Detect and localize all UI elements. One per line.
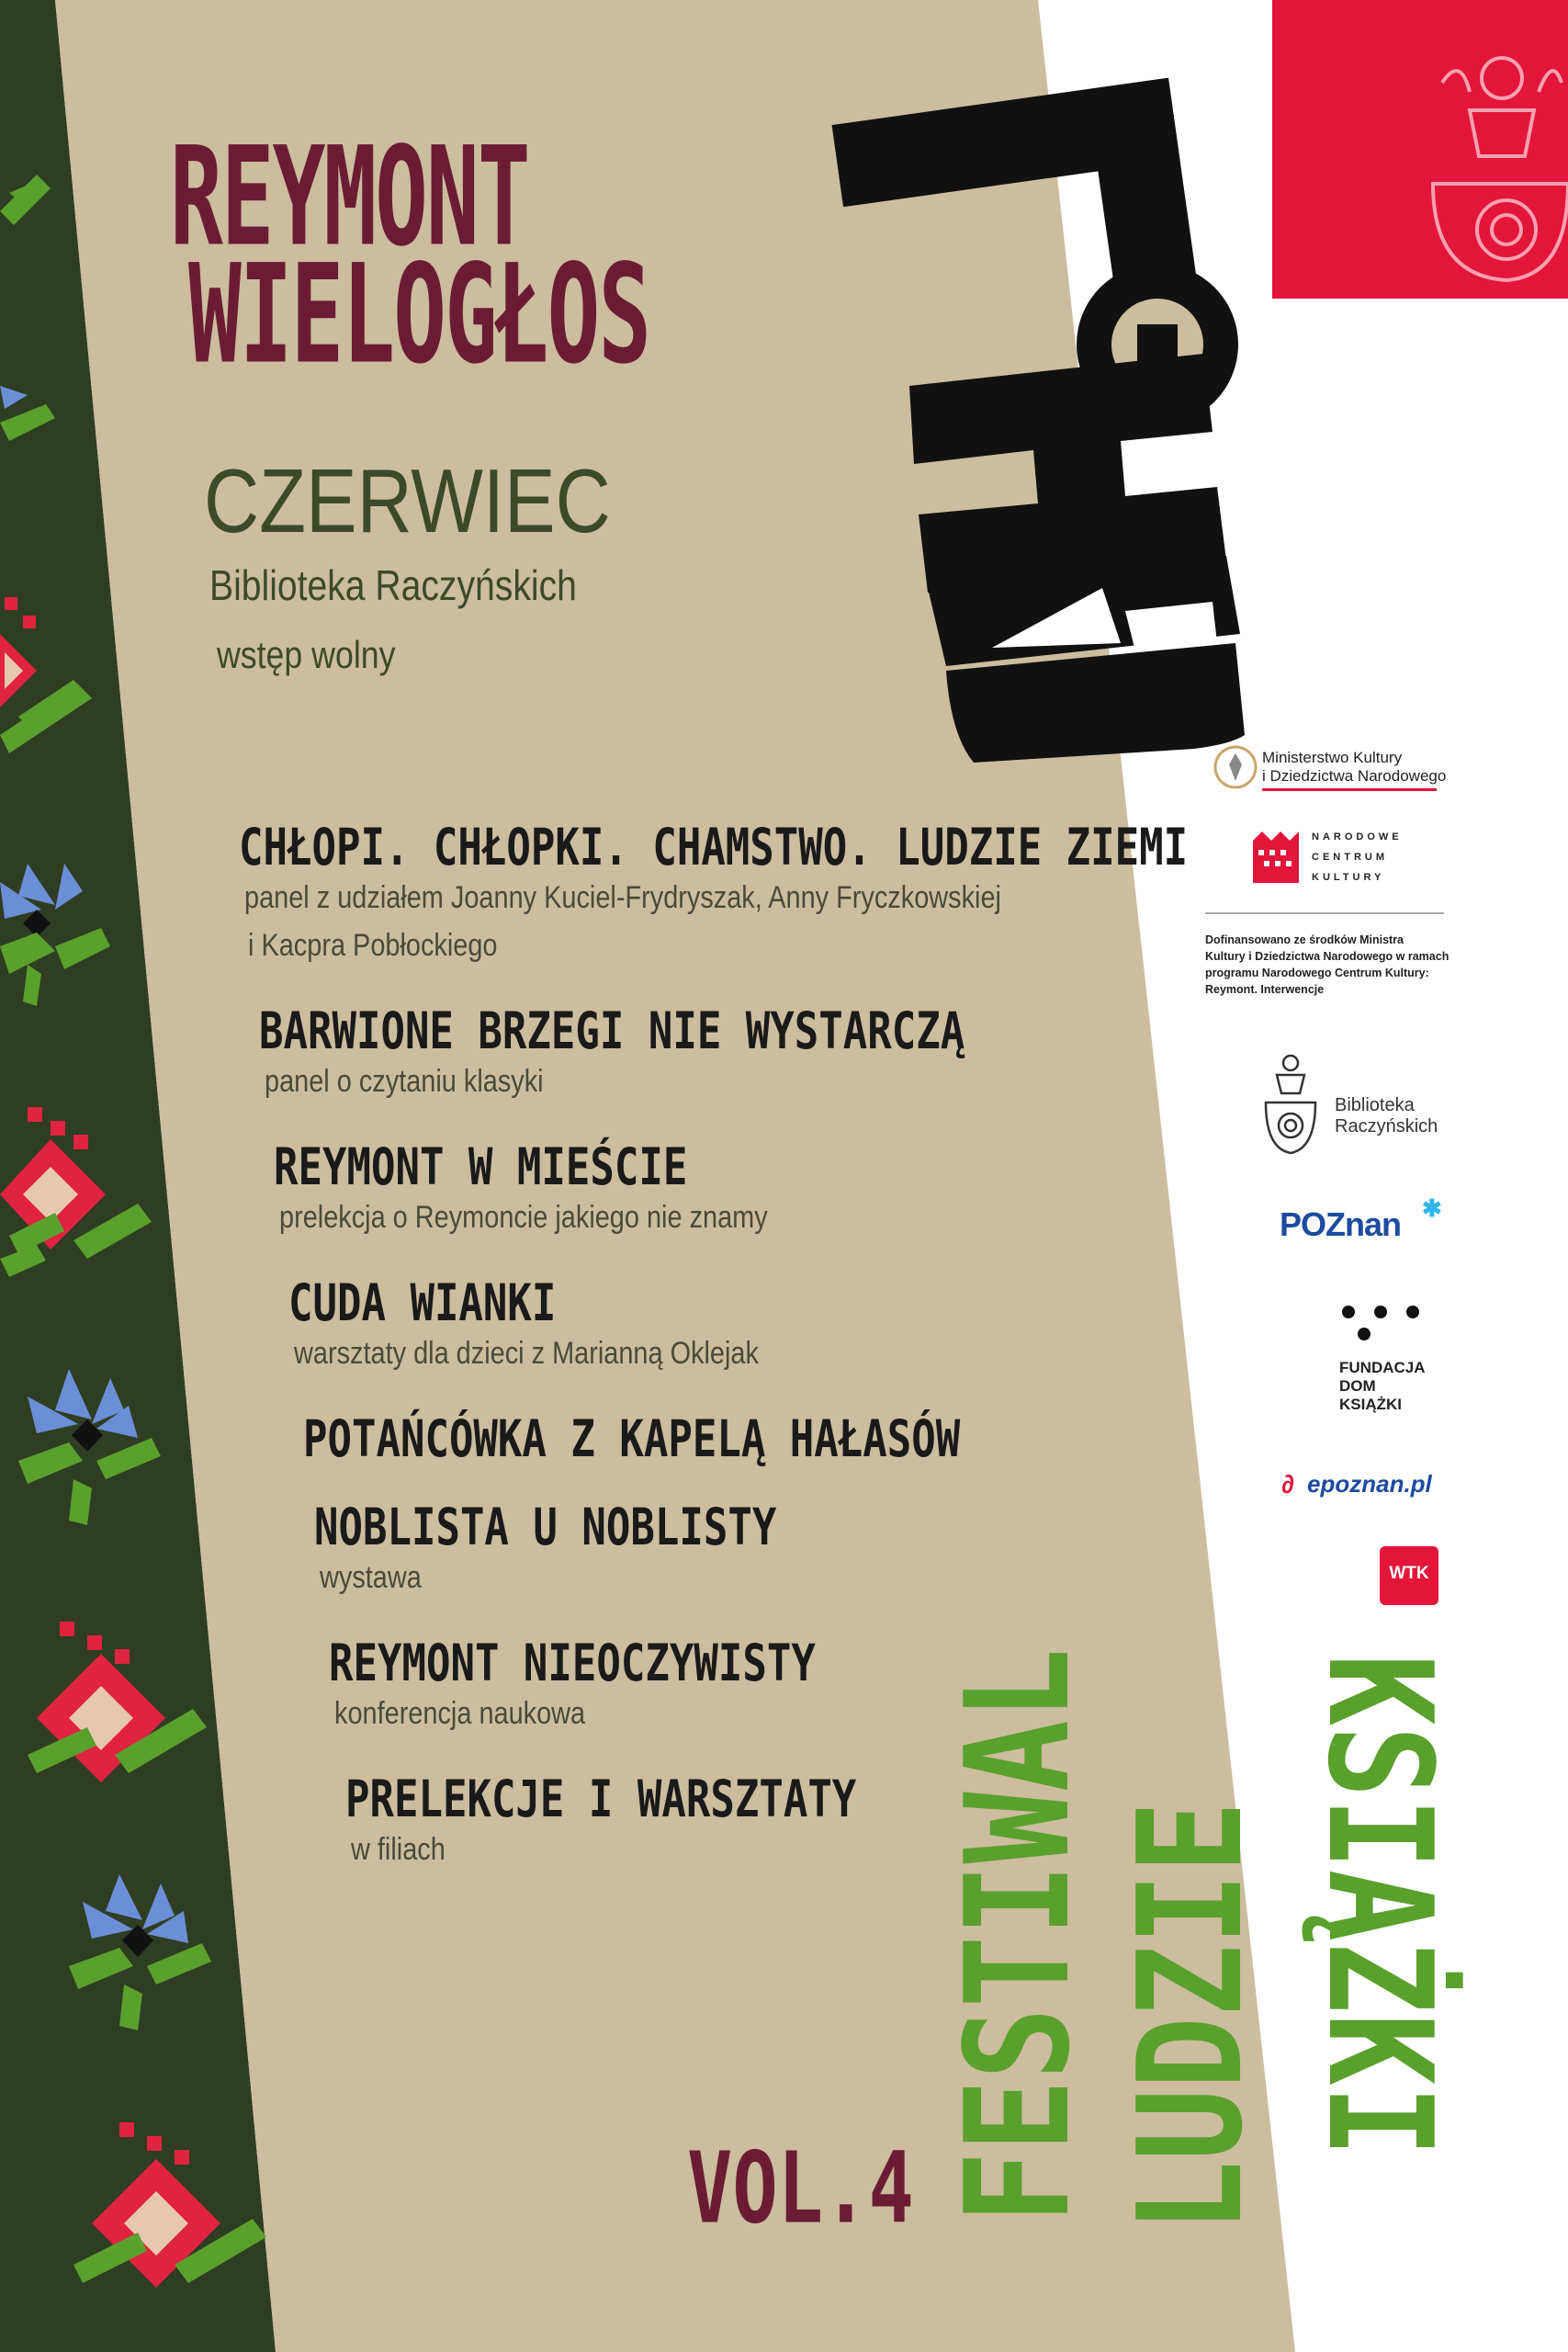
- library-line-2: Raczyńskich: [1335, 1116, 1438, 1136]
- vertical-word-ludzie: LUDZIE: [1106, 1801, 1275, 2233]
- title-line-2: WIELOGŁOS: [188, 234, 650, 395]
- nck-line-1: NARODOWE: [1312, 831, 1403, 842]
- event-title-5: POTAŃCÓWKA Z KAPELĄ HAŁASÓW: [303, 1410, 961, 1469]
- event-sub-6: wystawa: [320, 1560, 422, 1595]
- nck-line-2: CENTRUM: [1312, 852, 1388, 863]
- fundacja-line-3: KSIĄŻKI: [1339, 1396, 1402, 1413]
- nck-line-3: KULTURY: [1312, 872, 1385, 883]
- ministry-line-1: Ministerstwo Kultury: [1262, 749, 1403, 766]
- fundacja-line-2: DOM: [1339, 1377, 1376, 1395]
- vertical-word-ksiazki: KSIĄŻKI: [1295, 1654, 1464, 2157]
- sponsor-divider: [1205, 912, 1444, 914]
- library-line-1: Biblioteka: [1335, 1095, 1415, 1115]
- epoznan-logo: epoznan.pl: [1307, 1470, 1432, 1498]
- title-line-1: REYMONT: [170, 117, 529, 277]
- entry-label: wstęp wolny: [217, 633, 396, 676]
- event-sub-1a: panel z udziałem Joanny Kuciel-Frydryszak, Anny Fryczkowskiej: [244, 880, 1001, 915]
- eagle-emblem-icon: [1213, 744, 1258, 790]
- epoznan-swirl-icon: ∂: [1281, 1470, 1294, 1498]
- event-title-6: NOBLISTA U NOBLISTY: [314, 1498, 777, 1557]
- fundacja-dots-icon: [1339, 1305, 1422, 1341]
- volume-label: VOL.4: [687, 2132, 914, 2246]
- event-title-8: PRELEKCJE I WARSZTATY: [345, 1770, 857, 1829]
- event-title-4: CUDA WIANKI: [288, 1274, 557, 1333]
- funding-line-3: programu Narodowego Centrum Kultury:: [1205, 967, 1429, 979]
- event-title-1: CHŁOPI. CHŁOPKI. CHAMSTWO. LUDZIE ZIEMI: [239, 819, 1189, 877]
- fundacja-line-1: FUNDACJA: [1339, 1359, 1426, 1376]
- event-title-3: REYMONT W MIEŚCIE: [274, 1138, 688, 1197]
- poznan-logo: POZnan: [1280, 1205, 1402, 1243]
- funding-line-4: Reymont. Interwencje: [1205, 983, 1325, 996]
- vertical-word-festiwal: FESTIWAL: [933, 1647, 1102, 2223]
- library-crest-icon: [1258, 1052, 1323, 1158]
- month-label: CZERWIEC: [204, 450, 611, 551]
- event-sub-3: prelekcja o Reymoncie jakiego nie znamy: [279, 1200, 768, 1235]
- event-sub-7: konferencja naukowa: [334, 1696, 586, 1731]
- funding-line-2: Kultury i Dziedzictwa Narodowego w ramach: [1205, 950, 1450, 963]
- wtk-logo: WTK: [1389, 1564, 1429, 1583]
- event-sub-4: warsztaty dla dzieci z Marianną Oklejak: [294, 1336, 759, 1371]
- event-title-7: REYMONT NIEOCZYWISTY: [329, 1634, 816, 1693]
- event-sub-2: panel o czytaniu klasyki: [265, 1064, 544, 1099]
- event-sub-8: w filiach: [351, 1832, 446, 1867]
- funding-line-1: Dofinansowano ze środków Ministra: [1205, 933, 1404, 946]
- poznan-star-icon: ✱: [1422, 1194, 1442, 1222]
- event-sub-1b: i Kacpra Pobłockiego: [248, 928, 498, 963]
- ministry-underline: [1262, 788, 1437, 791]
- nck-logo-icon: [1253, 831, 1299, 883]
- ministry-line-2: i Dziedzictwa Narodowego: [1262, 767, 1447, 785]
- event-title-2: BARWIONE BRZEGI NIE WYSTARCZĄ: [259, 1002, 965, 1061]
- venue-label: Biblioteka Raczyńskich: [209, 561, 577, 609]
